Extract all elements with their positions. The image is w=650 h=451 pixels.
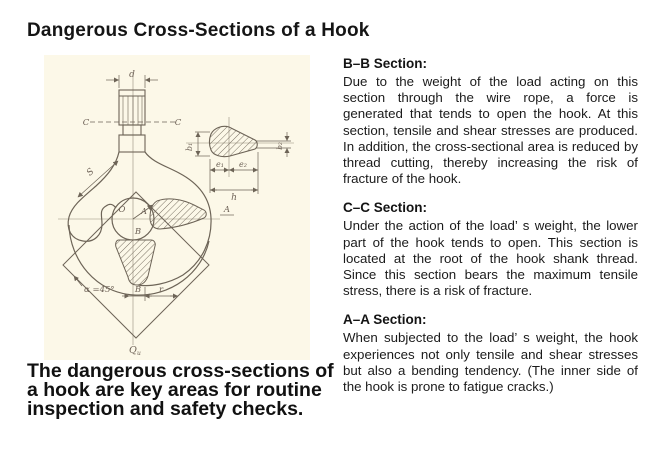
section-bb bbox=[343, 56, 638, 187]
section-cc-body: Under the action of the load’ s weight, the lower part of the hook tends to open. This section is located at the root of the hook shank thread. Since this section bears the maximum tensile stress, there is a risk of fracture. bbox=[343, 218, 638, 299]
label-q-sub: u bbox=[137, 350, 141, 357]
section-cc-heading: C–C Section: bbox=[343, 200, 428, 216]
label-d: d bbox=[129, 70, 135, 80]
figure-caption: The dangerous cross-sections of a hook are key areas for routine inspection and safety checks. bbox=[27, 360, 334, 420]
label-c-right: C bbox=[174, 118, 182, 128]
page-title: Dangerous Cross-Sections of a Hook bbox=[27, 20, 370, 41]
section-bb-hatched bbox=[116, 240, 156, 285]
dim-b2 bbox=[256, 132, 291, 157]
label-b-dim: B bbox=[134, 285, 142, 295]
dim-s bbox=[78, 161, 118, 197]
label-a-inner: A bbox=[140, 207, 148, 217]
section-bb-heading: B–B Section: bbox=[343, 56, 428, 71]
label-c-left: C bbox=[82, 118, 90, 128]
label-h: h bbox=[231, 193, 237, 203]
section-aa-hatched bbox=[150, 199, 206, 229]
dim-e1-e2 bbox=[210, 152, 258, 194]
thread-lines bbox=[123, 96, 142, 125]
dim-h bbox=[210, 174, 258, 193]
detail-section-hatched bbox=[210, 126, 258, 156]
explanations-column bbox=[343, 56, 638, 408]
dim-b1 bbox=[195, 132, 210, 156]
section-aa-body: When subjected to the load’ s weight, the hook experiences not only tensile and shear stresses but also a bending tendency. (The inner side of the hook is prone to fatigue cracks.) bbox=[343, 330, 638, 395]
section-aa-heading: A–A Section: bbox=[343, 312, 427, 328]
hook-shank bbox=[119, 90, 145, 152]
section-cc bbox=[343, 200, 638, 299]
hook-technical-drawing-svg bbox=[44, 55, 310, 360]
hook-diagram bbox=[44, 55, 310, 360]
section-aa bbox=[343, 312, 638, 395]
label-o: O bbox=[118, 205, 126, 215]
alpha-arrow bbox=[74, 276, 82, 286]
label-q: Q bbox=[129, 345, 137, 356]
label-r: r bbox=[158, 285, 164, 295]
label-s: S bbox=[85, 166, 97, 179]
label-b2: b₂ bbox=[275, 142, 284, 150]
label-alpha: α =45° bbox=[84, 285, 115, 295]
label-e1: e₁ bbox=[216, 160, 224, 169]
label-b1: b₁ bbox=[185, 142, 194, 152]
label-e2: e₂ bbox=[239, 160, 247, 169]
label-a-outer: A bbox=[223, 205, 231, 215]
section-bb-body: Due to the weight of the load acting on this section through the wire rope, a force is generated that tends to open the hook. At this section, tensile and shear stresses are produced. In addition, the cross-sectional area is reduced by thread cutting, thereby increasing the risk of fracture of the hook. bbox=[343, 74, 638, 187]
label-b-center: B bbox=[134, 227, 142, 237]
